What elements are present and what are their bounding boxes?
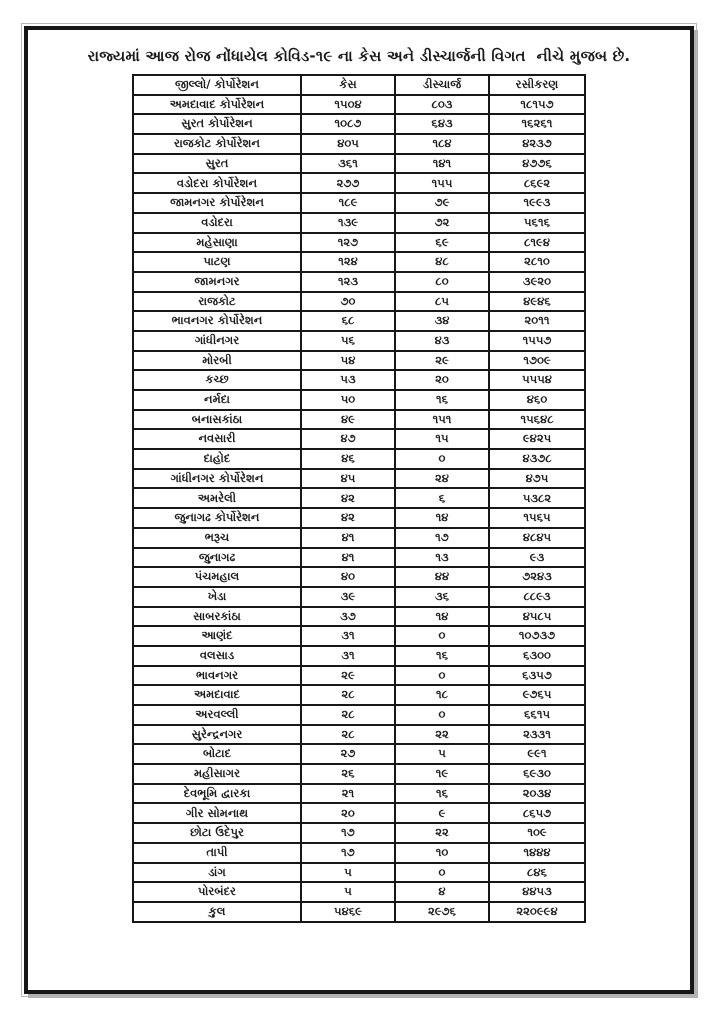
value-cell: ૧૭ <box>301 823 395 843</box>
value-cell: ૪૧ <box>301 528 395 548</box>
value-cell: ૬૯ <box>395 233 489 253</box>
table-row <box>133 567 585 587</box>
value-cell: ૬૯૩૦ <box>489 764 585 784</box>
district-name-cell: નર્મદા <box>133 390 301 410</box>
table-row <box>133 508 585 528</box>
district-name-cell: મહીસાગર <box>133 764 301 784</box>
district-name-cell: અરવલ્લી <box>133 705 301 725</box>
value-cell: ૨૨ <box>395 725 489 745</box>
value-cell: ૧૦૯ <box>489 823 585 843</box>
value-cell: ૬૩૦૦ <box>489 646 585 666</box>
value-cell: ૭૨૪૩ <box>489 567 585 587</box>
value-cell: ૮૪૬ <box>489 863 585 883</box>
value-cell: ૪૯૪૬ <box>489 292 585 312</box>
value-cell: ૧૪૧ <box>395 154 489 174</box>
district-name-cell: સુરત કોર્પોરેશન <box>133 114 301 134</box>
table-row <box>133 331 585 351</box>
value-cell: ૯૩ <box>489 548 585 568</box>
table-row <box>133 646 585 666</box>
value-cell: ૮૬૫૭ <box>489 803 585 823</box>
table-row <box>133 528 585 548</box>
value-cell: ૨૮ <box>301 685 395 705</box>
table-row <box>133 252 585 272</box>
value-cell: ૧૬૨૬૧ <box>489 114 585 134</box>
district-name-cell: કુલ <box>133 902 301 922</box>
value-cell: ૮૬૯૨ <box>489 173 585 193</box>
value-cell: ૨૮ <box>301 705 395 725</box>
table-row <box>133 311 585 331</box>
value-cell: ૧૮ <box>395 685 489 705</box>
value-cell: ૪૩ <box>395 331 489 351</box>
table-row <box>133 173 585 193</box>
district-name-cell: તાપી <box>133 843 301 863</box>
value-cell: ૪ <box>395 882 489 902</box>
value-cell: ૧૮૪ <box>395 134 489 154</box>
table-row <box>133 784 585 804</box>
value-cell: ૨૪ <box>395 469 489 489</box>
value-cell: ૧૪ <box>395 508 489 528</box>
value-cell: ૫૫૫૪ <box>489 370 585 390</box>
table-row <box>133 449 585 469</box>
value-cell: ૩૬ <box>395 587 489 607</box>
value-cell: ૫૩ <box>301 370 395 390</box>
value-cell: ૪૪૫૩ <box>489 882 585 902</box>
table-row <box>133 488 585 508</box>
district-name-cell: બોટાદ <box>133 744 301 764</box>
table-row <box>133 607 585 627</box>
table-row <box>133 548 585 568</box>
district-name-cell: દેવભૂમિ દ્વારકા <box>133 784 301 804</box>
value-cell: ૧૭ <box>301 843 395 863</box>
value-cell: ૪૬ <box>301 449 395 469</box>
value-cell: ૫ <box>395 744 489 764</box>
district-name-cell: ખેડા <box>133 587 301 607</box>
value-cell: ૧૬ <box>395 784 489 804</box>
value-cell: ૪૭૫ <box>489 469 585 489</box>
value-cell: ૧૩ <box>395 548 489 568</box>
district-name-cell: જામનગર કોર્પોરેશન <box>133 193 301 213</box>
district-name-cell: વલસાડ <box>133 646 301 666</box>
value-cell: ૪૭ <box>301 429 395 449</box>
value-cell: ૪૫ <box>301 469 395 489</box>
district-name-cell: ભાવનગર કોર્પોરેશન <box>133 311 301 331</box>
value-cell: ૨૦૧૧ <box>489 311 585 331</box>
district-name-cell: દાહોદ <box>133 449 301 469</box>
value-cell: ૦ <box>395 626 489 646</box>
value-cell: ૭૯ <box>395 193 489 213</box>
district-name-cell: મહેસાણા <box>133 233 301 253</box>
value-cell: ૧૨૭ <box>301 233 395 253</box>
value-cell: ૧૫૬૫ <box>489 508 585 528</box>
value-cell: ૨૯૭૬ <box>395 902 489 922</box>
district-name-cell: ગાંધીનગર કોર્પોરેશન <box>133 469 301 489</box>
district-name-cell: પંચમહાલ <box>133 567 301 587</box>
value-cell: ૧૪૪૪ <box>489 843 585 863</box>
district-name-cell: નવસારી <box>133 429 301 449</box>
value-cell: ૨૦૩૪ <box>489 784 585 804</box>
table-row <box>133 134 585 154</box>
district-name-cell: અમદાવાદ કોર્પોરેશન <box>133 95 301 115</box>
value-cell: ૨૨૦૯૯૪ <box>489 902 585 922</box>
value-cell: ૬ <box>395 488 489 508</box>
value-cell: ૨૨ <box>395 823 489 843</box>
value-cell: ૧૮૯ <box>301 193 395 213</box>
value-cell: ૧૭ <box>395 528 489 548</box>
value-cell: ૯૯૧ <box>489 744 585 764</box>
value-cell: ૪૧ <box>301 548 395 568</box>
value-cell: ૪૦ <box>301 567 395 587</box>
table-row <box>133 154 585 174</box>
value-cell: ૨૮ <box>301 725 395 745</box>
value-cell: ૨૦ <box>395 370 489 390</box>
district-name-cell: સાબરકાંઠા <box>133 607 301 627</box>
value-cell: ૧૦૭૩૭ <box>489 626 585 646</box>
value-cell: ૧૯૯૩ <box>489 193 585 213</box>
value-cell: ૧૫૫૭ <box>489 331 585 351</box>
value-cell: ૦ <box>395 863 489 883</box>
value-cell: ૮૦૩ <box>395 95 489 115</box>
table-row <box>133 705 585 725</box>
value-cell: ૬૪૩ <box>395 114 489 134</box>
district-name-cell: વડોદરા <box>133 213 301 233</box>
value-cell: ૬૩૫૭ <box>489 666 585 686</box>
table-row <box>133 272 585 292</box>
value-cell: ૦ <box>395 705 489 725</box>
value-cell: ૨૭ <box>301 744 395 764</box>
value-cell: ૧૩૯ <box>301 213 395 233</box>
district-name-cell: ડાંગ <box>133 863 301 883</box>
table-row <box>133 744 585 764</box>
value-cell: ૨૯ <box>301 666 395 686</box>
value-cell: ૪૪ <box>395 567 489 587</box>
value-cell: ૪૨ <box>301 508 395 528</box>
table-row <box>133 882 585 902</box>
district-name-cell: જામનગર <box>133 272 301 292</box>
value-cell: ૪૬૦ <box>489 390 585 410</box>
value-cell: ૪૦૫ <box>301 134 395 154</box>
district-name-cell: સુરત <box>133 154 301 174</box>
table-row <box>133 114 585 134</box>
value-cell: ૩૪ <box>395 311 489 331</box>
header-cell: ડીસ્ચાર્જ <box>395 75 489 95</box>
district-name-cell: વડોદરા કોર્પોરેશન <box>133 173 301 193</box>
district-name-cell: રાજકોટ <box>133 292 301 312</box>
value-cell: ૫ <box>301 863 395 883</box>
value-cell: ૮૮૯૩ <box>489 587 585 607</box>
value-cell: ૪૨૩૭ <box>489 134 585 154</box>
value-cell: ૪૩૭૮ <box>489 449 585 469</box>
value-cell: ૩૭ <box>301 607 395 627</box>
table-row <box>133 292 585 312</box>
value-cell: ૨૬ <box>301 764 395 784</box>
table-row <box>133 429 585 449</box>
value-cell: ૨૮૧૦ <box>489 252 585 272</box>
table-row <box>133 626 585 646</box>
value-cell: ૫૪ <box>301 351 395 371</box>
table-row <box>133 587 585 607</box>
table-row <box>133 351 585 371</box>
value-cell: ૫૪૬૯ <box>301 902 395 922</box>
value-cell: ૪૨ <box>301 488 395 508</box>
value-cell: ૪૮ <box>395 252 489 272</box>
district-name-cell: પાટણ <box>133 252 301 272</box>
value-cell: ૨૩૩૧ <box>489 725 585 745</box>
value-cell: ૩૧ <box>301 626 395 646</box>
value-cell: ૫૦ <box>301 390 395 410</box>
table-row <box>133 863 585 883</box>
value-cell: ૧૫ <box>395 429 489 449</box>
header-cell: જીલ્લો/ કોર્પોરેશન <box>133 75 301 95</box>
value-cell: ૧૫૬૪૮ <box>489 410 585 430</box>
district-name-cell: ગાંધીનગર <box>133 331 301 351</box>
district-name-cell: અમદાવાદ <box>133 685 301 705</box>
value-cell: ૧૨૩ <box>301 272 395 292</box>
district-name-cell: કચ્છ <box>133 370 301 390</box>
value-cell: ૪૮૪૫ <box>489 528 585 548</box>
district-name-cell: ભાવનગર <box>133 666 301 686</box>
district-name-cell: ગીર સોમનાથ <box>133 803 301 823</box>
table-row <box>133 823 585 843</box>
header-cell: રસીકરણ <box>489 75 585 95</box>
district-name-cell: રાજકોટ કોર્પોરેશન <box>133 134 301 154</box>
table-row <box>133 233 585 253</box>
table-row <box>133 193 585 213</box>
district-name-cell: સુરેન્દ્રનગર <box>133 725 301 745</box>
covid-table <box>132 74 586 923</box>
value-cell: ૯૭૬૫ <box>489 685 585 705</box>
table-row <box>133 764 585 784</box>
table-row <box>133 410 585 430</box>
value-cell: ૧૨૪ <box>301 252 395 272</box>
district-name-cell: અમરેલી <box>133 488 301 508</box>
value-cell: ૬૮ <box>301 311 395 331</box>
table-row <box>133 95 585 115</box>
value-cell: ૧૭૦૯ <box>489 351 585 371</box>
table-row <box>133 685 585 705</box>
district-name-cell: પોરબંદર <box>133 882 301 902</box>
district-name-cell: મોરબી <box>133 351 301 371</box>
value-cell: ૪૯ <box>301 410 395 430</box>
value-cell: ૭૨ <box>395 213 489 233</box>
value-cell: ૫૬૧૬ <box>489 213 585 233</box>
district-name-cell: છોટા ઉદેપુર <box>133 823 301 843</box>
value-cell: ૩૬૧ <box>301 154 395 174</box>
value-cell: ૩૯૨૦ <box>489 272 585 292</box>
value-cell: ૫ <box>301 882 395 902</box>
value-cell: ૧૫૦૪ <box>301 95 395 115</box>
total-row <box>133 902 585 922</box>
table-row <box>133 213 585 233</box>
value-cell: ૭૦ <box>301 292 395 312</box>
value-cell: ૯ <box>395 803 489 823</box>
value-cell: ૧૬ <box>395 390 489 410</box>
page-title: રાજ્યમાં આજ રોજ નોંધાયેલ કોવિડ-૧૯ ના કેસ અને ડીસ્ચાર્જની વિગત નીચે મુજબ છે. <box>87 47 631 65</box>
value-cell: ૨૧ <box>301 784 395 804</box>
table-row <box>133 370 585 390</box>
table-body <box>133 95 585 922</box>
table-row <box>133 469 585 489</box>
table-head <box>133 75 585 95</box>
district-name-cell: જુનાગઢ કોર્પોરેશન <box>133 508 301 528</box>
table-row <box>133 843 585 863</box>
value-cell: ૫૩૮૨ <box>489 488 585 508</box>
value-cell: ૧૬ <box>395 646 489 666</box>
value-cell: ૯૪૨૫ <box>489 429 585 449</box>
page-border-frame <box>24 26 694 994</box>
value-cell: ૨૯ <box>395 351 489 371</box>
value-cell: ૨૦ <box>301 803 395 823</box>
table-row <box>133 390 585 410</box>
value-cell: ૪૫૮૫ <box>489 607 585 627</box>
value-cell: ૧૯ <box>395 764 489 784</box>
value-cell: ૫૬ <box>301 331 395 351</box>
value-cell: ૧૦૮૭ <box>301 114 395 134</box>
district-name-cell: જુનાગઢ <box>133 548 301 568</box>
value-cell: ૪૭૭૬ <box>489 154 585 174</box>
table-row <box>133 666 585 686</box>
table-row <box>133 803 585 823</box>
value-cell: ૦ <box>395 666 489 686</box>
district-name-cell: ભરૂચ <box>133 528 301 548</box>
value-cell: ૧૦ <box>395 843 489 863</box>
value-cell: ૮૫ <box>395 292 489 312</box>
value-cell: ૮૧૯૪ <box>489 233 585 253</box>
value-cell: ૨૭૭ <box>301 173 395 193</box>
value-cell: ૮૦ <box>395 272 489 292</box>
value-cell: ૧૪ <box>395 607 489 627</box>
header-cell: કેસ <box>301 75 395 95</box>
value-cell: ૧૫૫ <box>395 173 489 193</box>
district-name-cell: આણંદ <box>133 626 301 646</box>
value-cell: ૩૯ <box>301 587 395 607</box>
value-cell: ૦ <box>395 449 489 469</box>
district-name-cell: બનાસકાંઠા <box>133 410 301 430</box>
value-cell: ૬૬૧૫ <box>489 705 585 725</box>
table-header-row <box>133 75 585 95</box>
value-cell: ૩૧ <box>301 646 395 666</box>
value-cell: ૧૮૧૫૭ <box>489 95 585 115</box>
value-cell: ૧૫૧ <box>395 410 489 430</box>
table-row <box>133 725 585 745</box>
